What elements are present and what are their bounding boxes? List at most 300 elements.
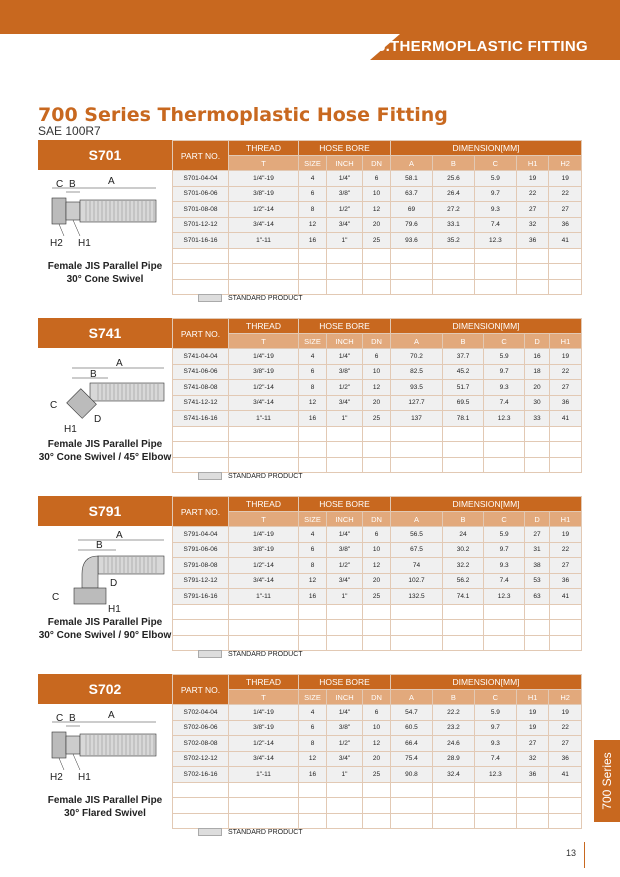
table-cell: 1" [327, 411, 363, 427]
table-cell: 9.3 [474, 736, 516, 752]
table-cell: 20 [363, 573, 391, 589]
table-row-empty [173, 620, 582, 636]
table-cell: 1/4"-19 [229, 527, 299, 543]
header-size: SIZE [299, 156, 327, 171]
table-cell: 6 [363, 171, 391, 187]
table-cell: S741-12-12 [173, 395, 229, 411]
header-inch: INCH [327, 690, 363, 705]
table-cell: 67.5 [391, 542, 443, 558]
banner-title: 6.THERMOPLASTIC FITTING [376, 38, 588, 55]
header-dim: C [474, 156, 516, 171]
table-cell: 9.3 [484, 558, 525, 574]
header-dimension: DIMENSION[MM] [391, 141, 582, 156]
side-tab [594, 740, 620, 822]
diagram-label: C [50, 400, 58, 411]
table-cell: 25 [363, 589, 391, 605]
table-cell: 9.3 [474, 202, 516, 218]
diagram-label: H1 [78, 772, 91, 783]
table-cell: 75.4 [391, 751, 433, 767]
table-cell: 3/4" [327, 573, 363, 589]
table-cell: 3/8" [327, 186, 363, 202]
table-cell: 56.2 [443, 573, 484, 589]
table-row-empty [173, 426, 582, 442]
table-cell: 23.2 [432, 720, 474, 736]
table-cell: 20 [525, 380, 550, 396]
table-cell: 12 [299, 751, 327, 767]
table-cell: 27 [549, 558, 581, 574]
table-cell: 3/8"-19 [229, 720, 299, 736]
table-cell: 16 [299, 767, 327, 783]
table-cell: 93.5 [391, 380, 443, 396]
header-part-no: PART NO. [173, 675, 229, 705]
table-cell: 20 [363, 217, 391, 233]
table-cell: 1/2"-14 [229, 558, 299, 574]
header-dim: A [391, 334, 443, 349]
table-row [173, 411, 582, 427]
table-row [173, 233, 582, 249]
diagram-label: D [110, 578, 118, 589]
table-cell: 25 [363, 411, 391, 427]
table-cell: 12.3 [474, 233, 516, 249]
table-row-empty [173, 798, 582, 814]
table-cell: S702-08-08 [173, 736, 229, 752]
table-cell: 70.2 [391, 349, 443, 365]
table-row [173, 573, 582, 589]
table-cell: 7.4 [474, 751, 516, 767]
table-cell: 51.7 [443, 380, 484, 396]
table-cell: 8 [299, 380, 327, 396]
header-dim: B [443, 334, 484, 349]
table-cell: 127.7 [391, 395, 443, 411]
table-cell: 1" [327, 767, 363, 783]
table-cell: 32.2 [443, 558, 484, 574]
table-row [173, 380, 582, 396]
table-cell: S701-06-06 [173, 186, 229, 202]
table-cell: 26.4 [432, 186, 474, 202]
table-cell: 7.4 [484, 573, 525, 589]
table-cell: 90.8 [391, 767, 433, 783]
page-subtitle: SAE 100R7 [38, 124, 101, 138]
table-cell: 41 [549, 233, 582, 249]
header-size: SIZE [299, 334, 327, 349]
table-cell: 30 [525, 395, 550, 411]
header-dim: C [484, 512, 525, 527]
section-code: S701 [38, 140, 172, 170]
table-cell: 54.7 [391, 705, 433, 721]
table-cell: 35.2 [432, 233, 474, 249]
header-thread: THREAD [229, 675, 299, 690]
section-code: S791 [38, 496, 172, 526]
table-cell: 1/2" [327, 736, 363, 752]
table-cell: 41 [549, 411, 581, 427]
header-t: T [229, 334, 299, 349]
table-cell: 27 [549, 736, 582, 752]
table-cell: 22 [549, 186, 582, 202]
table-cell: 27 [549, 380, 581, 396]
banner-bar [0, 0, 620, 34]
header-dim: A [391, 690, 433, 705]
header-t: T [229, 512, 299, 527]
diagram-label: H1 [64, 424, 77, 435]
table-cell: 30.2 [443, 542, 484, 558]
table-cell: 5.9 [484, 527, 525, 543]
diagram-label: C [52, 592, 60, 603]
header-hose-bore: HOSE BORE [299, 141, 391, 156]
table-row [173, 171, 582, 187]
table-cell: 12 [363, 202, 391, 218]
table-cell: 19 [516, 171, 549, 187]
legend-standard-product: STANDARD PRODUCT [198, 294, 303, 302]
table-cell: 31 [525, 542, 550, 558]
table-cell: S701-04-04 [173, 171, 229, 187]
header-thread: THREAD [229, 141, 299, 156]
section-diagram [38, 704, 172, 794]
legend-swatch [198, 472, 222, 480]
table-cell: 3/4" [327, 395, 363, 411]
table-cell: 1"-11 [229, 233, 299, 249]
table-cell: 12.3 [474, 767, 516, 783]
table-cell: 12 [299, 217, 327, 233]
header-dn: DN [363, 690, 391, 705]
table-cell: 12 [363, 380, 391, 396]
diagram-label: H1 [78, 238, 91, 249]
diagram-label: H2 [50, 238, 63, 249]
table-cell: S701-08-08 [173, 202, 229, 218]
header-dim: A [391, 156, 433, 171]
table-cell: 5.9 [474, 171, 516, 187]
diagram-label: A [108, 710, 115, 721]
table-row-empty [173, 813, 582, 829]
diagram-label: A [116, 530, 123, 541]
hex-body [66, 736, 80, 754]
table-cell: 45.2 [443, 364, 484, 380]
table-row [173, 542, 582, 558]
legend-swatch [198, 294, 222, 302]
table-cell: 74 [391, 558, 443, 574]
nut-body [52, 732, 66, 758]
section-diagram [38, 526, 172, 616]
header-t: T [229, 156, 299, 171]
table-cell: 1" [327, 233, 363, 249]
header-dim: B [443, 512, 484, 527]
section-caption: Female JIS Parallel Pipe 30° Cone Swivel / 90° Elbow [38, 617, 172, 641]
table-cell: 1"-11 [229, 589, 299, 605]
table-cell: 20 [363, 395, 391, 411]
table-cell: 7.4 [484, 395, 525, 411]
table-cell: 1" [327, 589, 363, 605]
table-cell: 37.7 [443, 349, 484, 365]
table-cell: 19 [549, 349, 581, 365]
legend-swatch [198, 828, 222, 836]
header-dim: B [432, 690, 474, 705]
table-cell: 10 [363, 186, 391, 202]
table-cell: 36 [549, 217, 582, 233]
section-diagram [38, 348, 172, 438]
section-diagram [38, 170, 172, 260]
table-row-empty [173, 604, 582, 620]
diagram-label: C [56, 713, 64, 724]
page-number: 13 [566, 848, 577, 858]
table-cell: 8 [299, 736, 327, 752]
table-cell: 74.1 [443, 589, 484, 605]
spec-table [172, 496, 582, 651]
elbow-body [82, 556, 98, 588]
header-part-no: PART NO. [173, 319, 229, 349]
legend-standard-product: STANDARD PRODUCT [198, 650, 303, 658]
table-row-empty [173, 442, 582, 458]
table-cell: S702-12-12 [173, 751, 229, 767]
ferrule-body [90, 383, 164, 401]
section-code: S741 [38, 318, 172, 348]
header-inch: INCH [327, 156, 363, 171]
diagram-label: B [69, 713, 76, 724]
diagram-label: A [108, 176, 115, 187]
table-cell: 27.2 [432, 202, 474, 218]
table-cell: S741-16-16 [173, 411, 229, 427]
table-cell: 1/2"-14 [229, 202, 299, 218]
table-cell: 3/4"-14 [229, 751, 299, 767]
header-dim: B [432, 156, 474, 171]
header-inch: INCH [327, 334, 363, 349]
table-row [173, 720, 582, 736]
table-cell: 41 [549, 589, 581, 605]
header-thread: THREAD [229, 319, 299, 334]
table-cell: 1"-11 [229, 767, 299, 783]
table-cell: 3/8"-19 [229, 364, 299, 380]
hex-body [66, 202, 80, 220]
table-cell: 32 [516, 751, 549, 767]
nut-body [52, 198, 66, 224]
table-row [173, 705, 582, 721]
table-cell: 25 [363, 233, 391, 249]
table-cell: 9.3 [484, 380, 525, 396]
table-cell: 36 [549, 573, 581, 589]
diagram-label: B [96, 540, 103, 551]
table-cell: 6 [299, 186, 327, 202]
table-cell: 1/2"-14 [229, 736, 299, 752]
table-cell: 9.7 [484, 364, 525, 380]
table-cell: 36 [516, 233, 549, 249]
table-row [173, 767, 582, 783]
table-cell: 12 [299, 573, 327, 589]
table-cell: 1/4" [327, 171, 363, 187]
table-cell: 60.5 [391, 720, 433, 736]
table-cell: 27 [549, 202, 582, 218]
table-row [173, 186, 582, 202]
fitting-diagram [38, 170, 172, 260]
table-cell: 6 [363, 349, 391, 365]
table-cell: 1/2"-14 [229, 380, 299, 396]
header-size: SIZE [299, 690, 327, 705]
header-dim: D [525, 512, 550, 527]
table-cell: S701-12-12 [173, 217, 229, 233]
table-cell: 7.4 [474, 217, 516, 233]
spec-table [172, 674, 582, 829]
diagram-label: D [94, 414, 102, 425]
top-banner [0, 0, 620, 60]
table-cell: 78.1 [443, 411, 484, 427]
header-dim: H1 [549, 512, 581, 527]
table-cell: S701-16-16 [173, 233, 229, 249]
table-cell: 6 [299, 720, 327, 736]
table-cell: 1/4"-19 [229, 349, 299, 365]
table-cell: S791-08-08 [173, 558, 229, 574]
table-cell: S741-04-04 [173, 349, 229, 365]
table-row-empty [173, 264, 582, 280]
table-row-empty [173, 457, 582, 473]
table-row [173, 558, 582, 574]
legend-standard-product: STANDARD PRODUCT [198, 472, 303, 480]
table-cell: 18 [525, 364, 550, 380]
header-size: SIZE [299, 512, 327, 527]
header-dim: D [525, 334, 550, 349]
table-cell: 1/2" [327, 202, 363, 218]
table-cell: 33 [525, 411, 550, 427]
header-dim: A [391, 512, 443, 527]
table-cell: 93.6 [391, 233, 433, 249]
table-cell: 9.7 [484, 542, 525, 558]
table-cell: 1/4"-19 [229, 705, 299, 721]
fitting-diagram [38, 704, 172, 794]
header-dim: H1 [516, 690, 549, 705]
header-dim: H2 [549, 690, 582, 705]
table-cell: 4 [299, 349, 327, 365]
header-part-no: PART NO. [173, 497, 229, 527]
fitting-diagram [38, 526, 172, 616]
table-cell: 12 [299, 395, 327, 411]
table-cell: 5.9 [474, 705, 516, 721]
table-cell: 9.7 [474, 720, 516, 736]
table-cell: 22.2 [432, 705, 474, 721]
table-cell: 22 [516, 186, 549, 202]
header-dimension: DIMENSION[MM] [391, 319, 582, 334]
table-row [173, 395, 582, 411]
table-cell: 4 [299, 171, 327, 187]
diagram-label: A [116, 358, 123, 369]
header-dn: DN [363, 512, 391, 527]
table-cell: 3/4" [327, 217, 363, 233]
table-cell: 19 [549, 705, 582, 721]
table-cell: 3/4"-14 [229, 573, 299, 589]
header-dn: DN [363, 156, 391, 171]
table-cell: 12.3 [484, 589, 525, 605]
table-cell: 10 [363, 542, 391, 558]
table-cell: 36 [516, 767, 549, 783]
table-cell: S791-04-04 [173, 527, 229, 543]
table-row [173, 202, 582, 218]
table-cell: 3/8" [327, 720, 363, 736]
table-cell: 19 [549, 527, 581, 543]
table-cell: 66.4 [391, 736, 433, 752]
table-cell: 1"-11 [229, 411, 299, 427]
table-cell: 63.7 [391, 186, 433, 202]
header-thread: THREAD [229, 497, 299, 512]
table-cell: 22 [549, 720, 582, 736]
table-cell: 8 [299, 202, 327, 218]
diagram-label: H2 [50, 772, 63, 783]
table-cell: 24 [443, 527, 484, 543]
table-cell: 24.6 [432, 736, 474, 752]
table-cell: 4 [299, 705, 327, 721]
header-dimension: DIMENSION[MM] [391, 497, 582, 512]
page-rule [584, 842, 585, 868]
header-dim: C [484, 334, 525, 349]
table-row [173, 527, 582, 543]
table-cell: 27 [516, 736, 549, 752]
table-cell: 20 [363, 751, 391, 767]
header-hose-bore: HOSE BORE [299, 675, 391, 690]
table-cell: 27 [525, 527, 550, 543]
table-row-empty [173, 279, 582, 295]
table-cell: 25.6 [432, 171, 474, 187]
header-part-no: PART NO. [173, 141, 229, 171]
page-title: 700 Series Thermoplastic Hose Fitting [38, 104, 448, 126]
table-cell: 10 [363, 720, 391, 736]
section-caption: Female JIS Parallel Pipe 30° Cone Swivel / 45° Elbow [38, 439, 172, 463]
table-cell: 6 [363, 527, 391, 543]
table-cell: 3/8"-19 [229, 186, 299, 202]
table-cell: 19 [516, 705, 549, 721]
table-cell: 16 [299, 233, 327, 249]
diagram-label: B [69, 179, 76, 190]
table-cell: S702-16-16 [173, 767, 229, 783]
table-cell: 3/4"-14 [229, 217, 299, 233]
table-cell: 56.5 [391, 527, 443, 543]
table-cell: 6 [299, 542, 327, 558]
table-cell: 16 [299, 411, 327, 427]
table-cell: 41 [549, 767, 582, 783]
spec-table [172, 318, 582, 473]
table-cell: 12.3 [484, 411, 525, 427]
diagram-label: B [90, 369, 97, 380]
header-dim: H1 [549, 334, 581, 349]
table-cell: 6 [363, 705, 391, 721]
table-cell: 6 [299, 364, 327, 380]
table-cell: 63 [525, 589, 550, 605]
table-cell: 69.5 [443, 395, 484, 411]
table-cell: 19 [549, 171, 582, 187]
table-cell: 58.1 [391, 171, 433, 187]
table-cell: 1/4" [327, 705, 363, 721]
table-cell: 12 [363, 558, 391, 574]
table-cell: 79.6 [391, 217, 433, 233]
header-dim: C [474, 690, 516, 705]
table-cell: 32.4 [432, 767, 474, 783]
table-cell: 3/8"-19 [229, 542, 299, 558]
table-cell: 22 [549, 542, 581, 558]
table-row [173, 589, 582, 605]
table-cell: 1/2" [327, 558, 363, 574]
table-cell: 16 [299, 589, 327, 605]
table-cell: 3/4"-14 [229, 395, 299, 411]
table-cell: 5.9 [484, 349, 525, 365]
table-row-empty [173, 635, 582, 651]
table-row-empty [173, 782, 582, 798]
table-row [173, 751, 582, 767]
table-cell: 4 [299, 527, 327, 543]
section-caption: Female JIS Parallel Pipe 30° Flared Swivel [47, 795, 163, 819]
table-cell: 53 [525, 573, 550, 589]
table-cell: S741-06-06 [173, 364, 229, 380]
table-cell: 3/8" [327, 364, 363, 380]
table-cell: S741-08-08 [173, 380, 229, 396]
legend-swatch [198, 650, 222, 658]
header-dim: H2 [549, 156, 582, 171]
table-cell: 36 [549, 395, 581, 411]
table-cell: 25 [363, 767, 391, 783]
header-inch: INCH [327, 512, 363, 527]
table-cell: S702-06-06 [173, 720, 229, 736]
